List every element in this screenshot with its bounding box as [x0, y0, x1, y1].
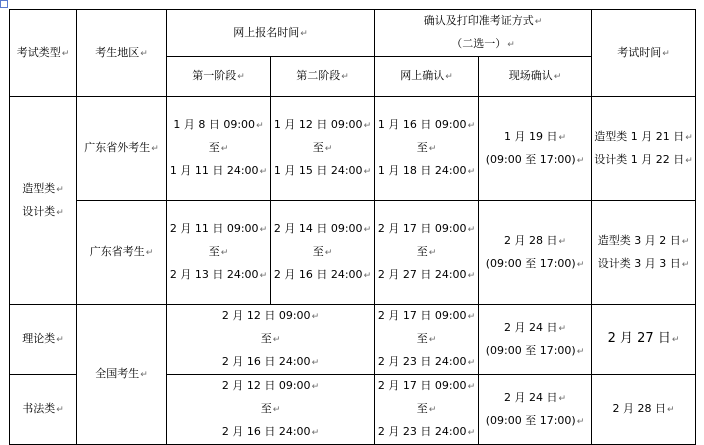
- cell-calligraphy-exam: 2 月 28 日↵: [592, 375, 696, 445]
- cell-outside-onsite: 1 月 19 日↵ (09:00 至 17:00)↵: [479, 97, 592, 201]
- cell-calligraphy-registration: 2 月 12 日 09:00↵ 至↵ 2 月 16 日 24:00↵: [167, 375, 375, 445]
- cell-national-region: 全国考生↵: [77, 305, 167, 445]
- cell-theory-registration: 2 月 12 日 09:00↵ 至↵ 2 月 16 日 24:00↵: [167, 305, 375, 375]
- header-onsite-confirm: 现场确认↵: [479, 57, 592, 97]
- cell-theory-online: 2 月 17 日 09:00↵ 至↵ 2 月 23 日 24:00↵: [375, 305, 479, 375]
- row-outside-province: [10, 97, 696, 201]
- cell-theory-exam: 2 月 27 日↵: [592, 305, 696, 375]
- cell-region-inside: 广东省考生↵: [77, 201, 167, 305]
- cell-theory-type: 理论类↵: [10, 305, 77, 375]
- cell-outside-exam: 造型类 1 月 21 日↵ 设计类 1 月 22 日↵: [592, 97, 696, 201]
- cell-theory-onsite: 2 月 24 日↵ (09:00 至 17:00)↵: [479, 305, 592, 375]
- cell-calligraphy-onsite: 2 月 24 日↵ (09:00 至 17:00)↵: [479, 375, 592, 445]
- cell-inside-onsite: 2 月 28 日↵ (09:00 至 17:00)↵: [479, 201, 592, 305]
- cell-outside-stage1: 1 月 8 日 09:00↵ 至↵ 1 月 11 日 24:00↵: [167, 97, 271, 201]
- cell-outside-online: 1 月 16 日 09:00↵ 至↵ 1 月 18 日 24:00↵: [375, 97, 479, 201]
- header-row-1: [10, 10, 696, 57]
- cell-inside-exam: 造型类 3 月 2 日↵ 设计类 3 月 3 日↵: [592, 201, 696, 305]
- header-region: 考生地区↵: [77, 10, 167, 97]
- cell-outside-stage2: 1 月 12 日 09:00↵ 至↵ 1 月 15 日 24:00↵: [271, 97, 375, 201]
- header-confirm-print: 确认及打印准考证方式↵ （二选一）↵: [375, 10, 592, 57]
- header-online-confirm: 网上确认↵: [375, 57, 479, 97]
- cell-calligraphy-online: 2 月 17 日 09:00↵ 至↵ 2 月 23 日 24:00↵: [375, 375, 479, 445]
- exam-schedule-table: [9, 9, 696, 445]
- header-stage2: 第二阶段↵: [271, 57, 375, 97]
- cell-inside-online: 2 月 17 日 09:00↵ 至↵ 2 月 27 日 24:00↵: [375, 201, 479, 305]
- header-exam-type: 考试类型↵: [10, 10, 77, 97]
- row-inside-province: [10, 201, 696, 305]
- cell-region-outside: 广东省外考生↵: [77, 97, 167, 201]
- cell-inside-stage1: 2 月 11 日 09:00↵ 至↵ 2 月 13 日 24:00↵: [167, 201, 271, 305]
- header-exam-time: 考试时间↵: [592, 10, 696, 97]
- header-online-registration: 网上报名时间↵: [167, 10, 375, 57]
- table-move-handle[interactable]: [0, 0, 8, 8]
- cell-inside-stage2: 2 月 14 日 09:00↵ 至↵ 2 月 16 日 24:00↵: [271, 201, 375, 305]
- cell-calligraphy-type: 书法类↵: [10, 375, 77, 445]
- cell-design-type: 造型类↵ 设计类↵: [10, 97, 77, 305]
- row-theory: [10, 305, 696, 375]
- header-stage1: 第一阶段↵: [167, 57, 271, 97]
